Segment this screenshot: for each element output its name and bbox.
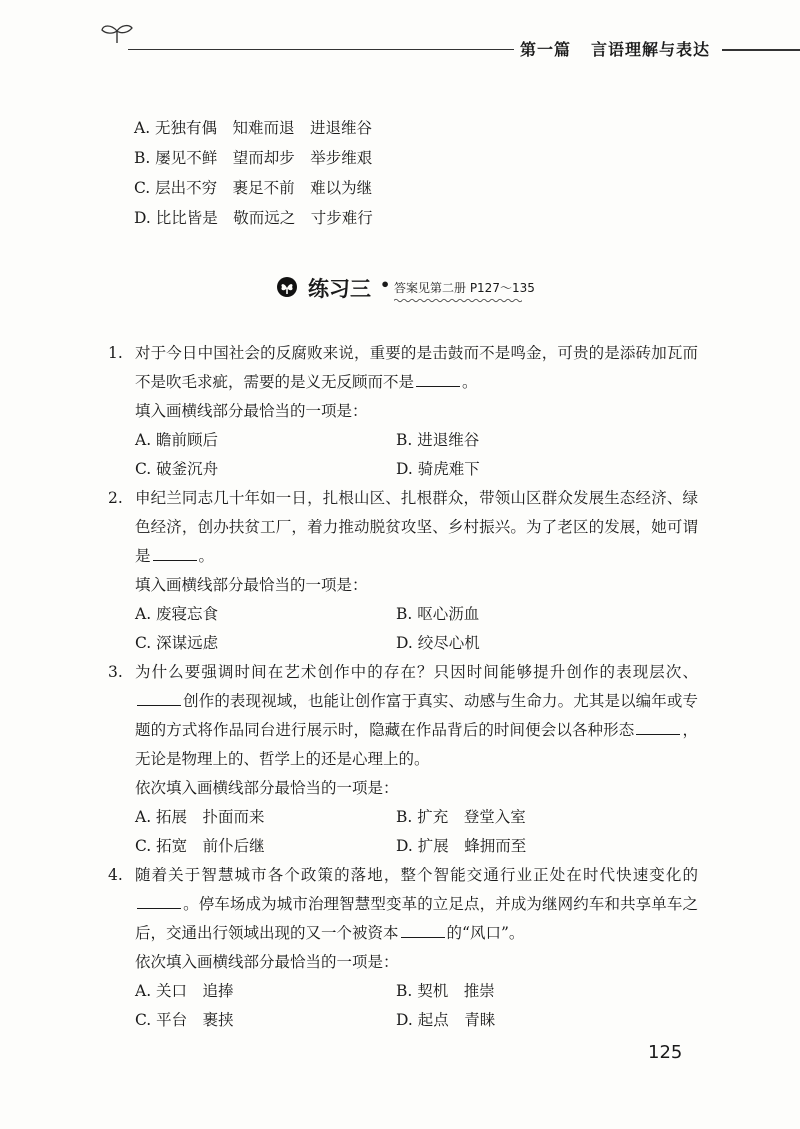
option-c: C. 破釜沉舟 <box>135 460 219 478</box>
question-4 <box>108 861 698 1035</box>
option-c: C. 深谋远虑 <box>135 634 219 652</box>
fill-blank <box>153 544 197 561</box>
option-c: C. 平台 裹挟 <box>135 1011 234 1029</box>
question-1 <box>108 339 698 484</box>
header-title-text: 言语理解与表达 <box>591 40 711 59</box>
question-number: 2. <box>108 489 123 507</box>
header-rule-tail <box>722 49 800 51</box>
option-d: D. 扩展 蜂拥而至 <box>396 837 527 855</box>
option-d: D. 骑虎难下 <box>396 460 480 478</box>
question-stem: 随着关于智慧城市各个政策的落地，整个智能交通行业正处在时代快速变化的。停车场成为城市治理智慧型变革的立足点，并成为继网约车和共享单车之后，交通出行领域出现的又一个被资本 的“风口”。 <box>135 866 698 942</box>
page-number: 125 <box>648 1042 683 1063</box>
leaf-sprout-icon <box>100 22 134 44</box>
option-b: B. 扩充 登堂入室 <box>396 808 526 826</box>
option-b: B. 屡见不鲜 望而却步 举步维艰 <box>134 149 373 167</box>
option-a: A. 瞻前顾后 <box>135 431 219 449</box>
option-a: A. 拓展 扑面而来 <box>135 808 265 826</box>
question-stem: 申纪兰同志几十年如一日，扎根山区、扎根群众，带领山区群众发展生态经济、绿色经济，创办扶贫工厂，着力推动脱贫攻坚、乡村振兴。为了老区的发展，她可谓是 。 <box>135 489 698 565</box>
answer-options <box>135 977 698 1035</box>
answer-options <box>135 600 698 658</box>
question-prompt: 依次填入画横线部分最恰当的一项是： <box>135 779 399 797</box>
section-title: 练习三 <box>308 277 371 301</box>
header-rule <box>128 49 513 50</box>
option-a: A. 废寝忘食 <box>135 605 219 623</box>
fill-blank <box>636 718 680 735</box>
option-d: D. 比比皆是 敬而远之 寸步难行 <box>134 209 373 227</box>
fill-blank <box>401 921 445 938</box>
question-list <box>108 339 698 1035</box>
option-b: B. 契机 推崇 <box>396 982 495 1000</box>
question-prompt: 依次填入画横线部分最恰当的一项是： <box>135 953 399 971</box>
question-3 <box>108 658 698 861</box>
fill-blank <box>416 370 460 387</box>
question-number: 1. <box>108 344 123 362</box>
carryover-options <box>134 113 373 233</box>
question-number: 4. <box>108 866 123 884</box>
question-prompt: 填入画横线部分最恰当的一项是： <box>135 576 368 594</box>
option-d: D. 起点 青睐 <box>396 1011 496 1029</box>
question-number: 3. <box>108 663 123 681</box>
option-a: A. 关口 追捧 <box>135 982 234 1000</box>
question-stem: 为什么要强调时间在艺术创作中的存在？只因时间能够提升创作的表现层次、创作的表现视域，也能让创作富于真实、动感与生命力。尤其是以编年或专题的方式将作品同台进行展示时，隐藏在作品背后的时间便会以各种形态 ，无论是物理上的、哲学上的还是心理上的。 <box>135 663 698 768</box>
option-c: C. 拓宽 前仆后继 <box>135 837 265 855</box>
answer-options <box>135 803 698 861</box>
question-2 <box>108 484 698 658</box>
option-b: B. 进退维谷 <box>396 431 480 449</box>
option-a: A. 无独有偶 知难而退 进退维谷 <box>134 119 373 137</box>
fill-blank <box>137 892 181 909</box>
section-bullet: • <box>380 275 391 294</box>
option-c: C. 层出不穷 裹足不前 难以为继 <box>134 179 373 197</box>
answer-reference: 答案见第二册 P127～135 <box>394 281 535 295</box>
clover-icon <box>276 276 298 298</box>
header-rule-dash <box>500 49 514 50</box>
header-chapter-title <box>520 37 710 60</box>
answer-options <box>135 426 698 484</box>
wavy-underline <box>394 298 522 303</box>
fill-blank <box>137 689 181 706</box>
option-d: D. 绞尽心机 <box>396 634 480 652</box>
header-part: 第一篇 <box>520 40 572 59</box>
question-stem: 对于今日中国社会的反腐败来说，重要的是击鼓而不是鸣金，可贵的是添砖加瓦而不是吹毛求疵，需要的是义无反顾而不是 。 <box>135 344 698 391</box>
option-b: B. 呕心沥血 <box>396 605 480 623</box>
question-prompt: 填入画横线部分最恰当的一项是： <box>135 402 368 420</box>
